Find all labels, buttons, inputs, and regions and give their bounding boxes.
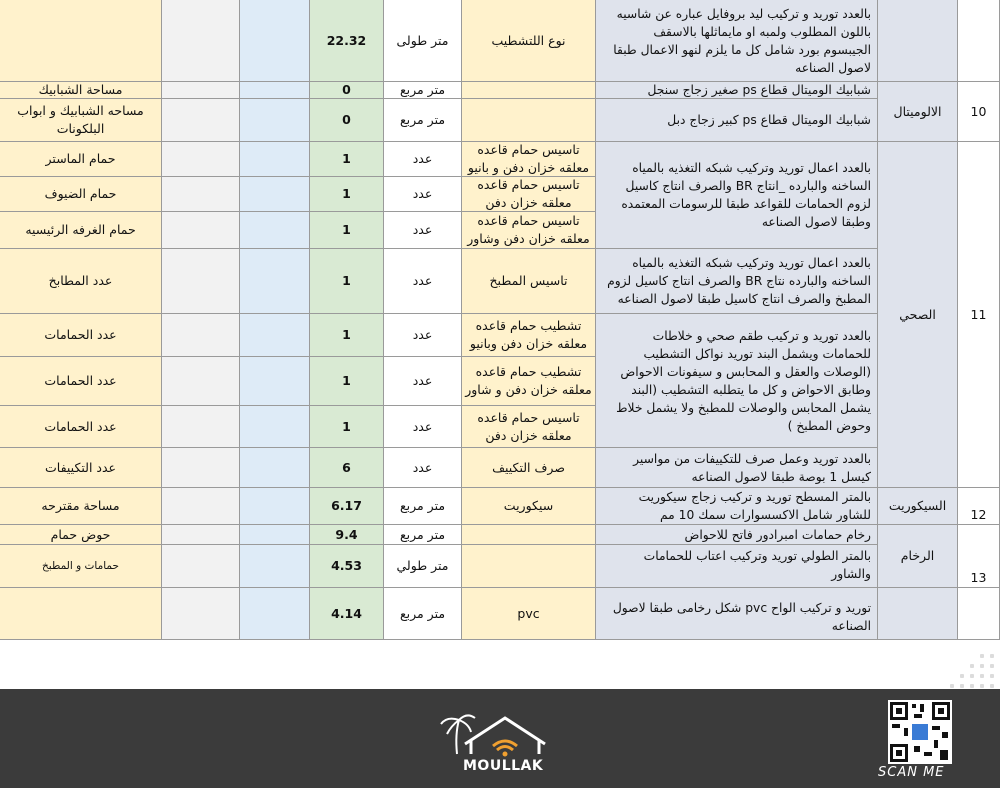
finish-type: تشطيب حمام قاعده معلقه خزان دفن وبانيو xyxy=(462,314,596,357)
unit-cell: متر طولي xyxy=(384,545,462,588)
empty-cell xyxy=(162,82,240,99)
note-cell: حمام الماستر xyxy=(0,142,162,177)
row-number xyxy=(958,0,1000,82)
finish-type: تاسيس حمام قاعده معلقه خزان دفن xyxy=(462,177,596,212)
unit-cell: عدد xyxy=(384,357,462,406)
category-name: الصحي xyxy=(878,142,958,488)
quantity-cell: 1 xyxy=(310,142,384,177)
empty-cell xyxy=(240,82,310,99)
finish-type: تاسيس حمام قاعده معلقه خزان دفن وشاور xyxy=(462,212,596,249)
quantity-cell: 9.4 xyxy=(310,525,384,545)
qr-code-icon[interactable] xyxy=(888,700,952,764)
unit-cell: عدد xyxy=(384,212,462,249)
row-number: 13 xyxy=(958,525,1000,588)
quantity-cell: 6 xyxy=(310,448,384,488)
finish-type: تاسيس حمام قاعده معلقه خزان دفن xyxy=(462,406,596,448)
note-cell: حمام الغرفه الرئيسيه xyxy=(0,212,162,249)
empty-cell xyxy=(240,212,310,249)
category-name: السيكوريت xyxy=(878,488,958,525)
quantity-cell: 6.17 xyxy=(310,488,384,525)
item-description: بالعدد توريد وعمل صرف للتكييفات من مواسير كيسل 1 بوصة طبقا لاصول الصناعه xyxy=(596,448,878,488)
finish-type: pvc xyxy=(462,588,596,640)
item-description: بالعدد توريد و تركيب ليد بروفايل عباره عن شاسيه باللون المطلوب ولمبه او مايماثلها بالاسقف الجيبسوم بورد شامل كل ما يلزم لنهو الاعمال طبقا لاصول الصناعه xyxy=(596,0,878,82)
scan-me-label: SCAN ME xyxy=(878,765,945,780)
empty-cell xyxy=(162,249,240,314)
note-cell: مساحة الشبابيك xyxy=(0,82,162,99)
empty-cell xyxy=(240,142,310,177)
item-description: بالعدد اعمال توريد وتركيب شبكه التغذيه بالمياه الساخنه والبارده _انتاج BR والصرف انتاج كاسيل لزوم الحمامات للقواعد طبقا للرسومات المعتمده وطبقا لاصول الصناعه xyxy=(596,142,878,249)
note-cell: حمام الضيوف xyxy=(0,177,162,212)
item-description: رخام حمامات امبرادور فاتح للاحواض xyxy=(596,525,878,545)
unit-cell: متر مربع xyxy=(384,525,462,545)
empty-cell xyxy=(162,488,240,525)
empty-cell xyxy=(240,525,310,545)
category-cell xyxy=(878,0,958,82)
quantity-cell: 1 xyxy=(310,212,384,249)
empty-cell xyxy=(240,0,310,82)
unit-cell: عدد xyxy=(384,142,462,177)
item-description: بالعدد اعمال توريد وتركيب شبكه التغذيه بالمياه الساخنه والبارده نتاج BR والصرف انتاج كاسيل لزوم المطبخ والصرف انتاج كاسيل طبقا لاصول الصناعه xyxy=(596,249,878,314)
empty-cell xyxy=(162,314,240,357)
empty-cell xyxy=(162,406,240,448)
item-description: شبابيك الوميتال قطاع ps صغير زجاج سنجل xyxy=(596,82,878,99)
empty-cell xyxy=(240,488,310,525)
unit-cell: عدد xyxy=(384,314,462,357)
note-cell: حوض حمام xyxy=(0,525,162,545)
quantity-cell: 1 xyxy=(310,406,384,448)
quantity-cell: 1 xyxy=(310,357,384,406)
quantity-cell: 1 xyxy=(310,177,384,212)
finish-type: سيكوريت xyxy=(462,488,596,525)
quantity-cell: 1 xyxy=(310,314,384,357)
unit-cell: عدد xyxy=(384,448,462,488)
empty-cell xyxy=(162,525,240,545)
empty-cell xyxy=(162,99,240,142)
unit-cell: متر مربع xyxy=(384,588,462,640)
item-description: بالمتر المسطح توريد و تركيب زجاج سيكوريت للشاور شامل الاكسسوارات سمك 10 مم xyxy=(596,488,878,525)
empty-cell xyxy=(240,588,310,640)
unit-cell: عدد xyxy=(384,177,462,212)
unit-cell: متر مربع xyxy=(384,99,462,142)
quantity-cell: 0 xyxy=(310,82,384,99)
empty-cell xyxy=(162,177,240,212)
item-description: شبابيك الوميتال قطاع ps كبير زجاج دبل xyxy=(596,99,878,142)
quantity-cell: 4.14 xyxy=(310,588,384,640)
quantity-cell: 1 xyxy=(310,249,384,314)
empty-cell xyxy=(162,448,240,488)
note-cell: حمامات و المطبخ xyxy=(0,545,162,588)
unit-cell: متر مربع xyxy=(384,488,462,525)
empty-cell xyxy=(240,406,310,448)
unit-cell: عدد xyxy=(384,249,462,314)
empty-cell xyxy=(240,249,310,314)
category-name: الرخام xyxy=(878,525,958,588)
empty-cell xyxy=(162,545,240,588)
empty-cell xyxy=(162,212,240,249)
empty-cell xyxy=(162,0,240,82)
empty-cell xyxy=(240,314,310,357)
quantity-cell: 22.32 xyxy=(310,0,384,82)
finish-type: تاسيس حمام قاعده معلقه خزان دفن و بانيو xyxy=(462,142,596,177)
brand-name: MOULLAK xyxy=(463,758,544,774)
finish-type xyxy=(462,545,596,588)
empty-cell xyxy=(240,448,310,488)
item-description: بالعدد توريد و تركيب طقم صحي و خلاطات للحمامات ويشمل البند توريد نواكل التشطيب (الوصلات والعقل و المحابس و سيفونات الاحواض وطابق الاحواض و كل ما يتطلبه التشطيب (البند يشمل المحابس والوصلات للمطبخ ولا يشمل خلاط وحوض المطبخ ) xyxy=(596,314,878,448)
finish-type: تاسيس المطبخ xyxy=(462,249,596,314)
quantity-cell: 4.53 xyxy=(310,545,384,588)
note-cell xyxy=(0,588,162,640)
item-description: بالمتر الطولي توريد وتركيب اعتاب للحمامات والشاور xyxy=(596,545,878,588)
empty-cell xyxy=(240,545,310,588)
note-cell: عدد الحمامات xyxy=(0,314,162,357)
empty-cell xyxy=(162,357,240,406)
brand-logo xyxy=(435,710,565,780)
note-cell: مساحة مقترحه xyxy=(0,488,162,525)
finish-type xyxy=(462,82,596,99)
row-number xyxy=(958,588,1000,640)
row-number: 12 xyxy=(958,488,1000,525)
category-cell xyxy=(878,588,958,640)
empty-cell xyxy=(240,177,310,212)
empty-cell xyxy=(240,99,310,142)
unit-cell: عدد xyxy=(384,406,462,448)
empty-cell xyxy=(162,142,240,177)
finish-type: تشطيب حمام قاعده معلقه خزان دفن و شاور xyxy=(462,357,596,406)
finish-type xyxy=(462,525,596,545)
finish-type xyxy=(462,99,596,142)
quantity-cell: 0 xyxy=(310,99,384,142)
finish-type: نوع اللتشطيب xyxy=(462,0,596,82)
unit-cell: متر مربع xyxy=(384,82,462,99)
category-name: الالوميتال xyxy=(878,82,958,142)
unit-cell: متر طولى xyxy=(384,0,462,82)
empty-cell xyxy=(240,357,310,406)
row-number: 11 xyxy=(958,142,1000,488)
note-cell: عدد الحمامات xyxy=(0,406,162,448)
empty-cell xyxy=(162,588,240,640)
note-cell: عدد التكييفات xyxy=(0,448,162,488)
note-cell: عدد المطابخ xyxy=(0,249,162,314)
row-number: 10 xyxy=(958,82,1000,142)
item-description: توريد و تركيب الواح pvc شكل رخامى طبقا لاصول الصناعه xyxy=(596,588,878,640)
note-cell: مساحه الشبابيك و ابواب البلكونات xyxy=(0,99,162,142)
finish-type: صرف التكييف xyxy=(462,448,596,488)
note-cell: عدد الحمامات xyxy=(0,357,162,406)
note-cell xyxy=(0,0,162,82)
